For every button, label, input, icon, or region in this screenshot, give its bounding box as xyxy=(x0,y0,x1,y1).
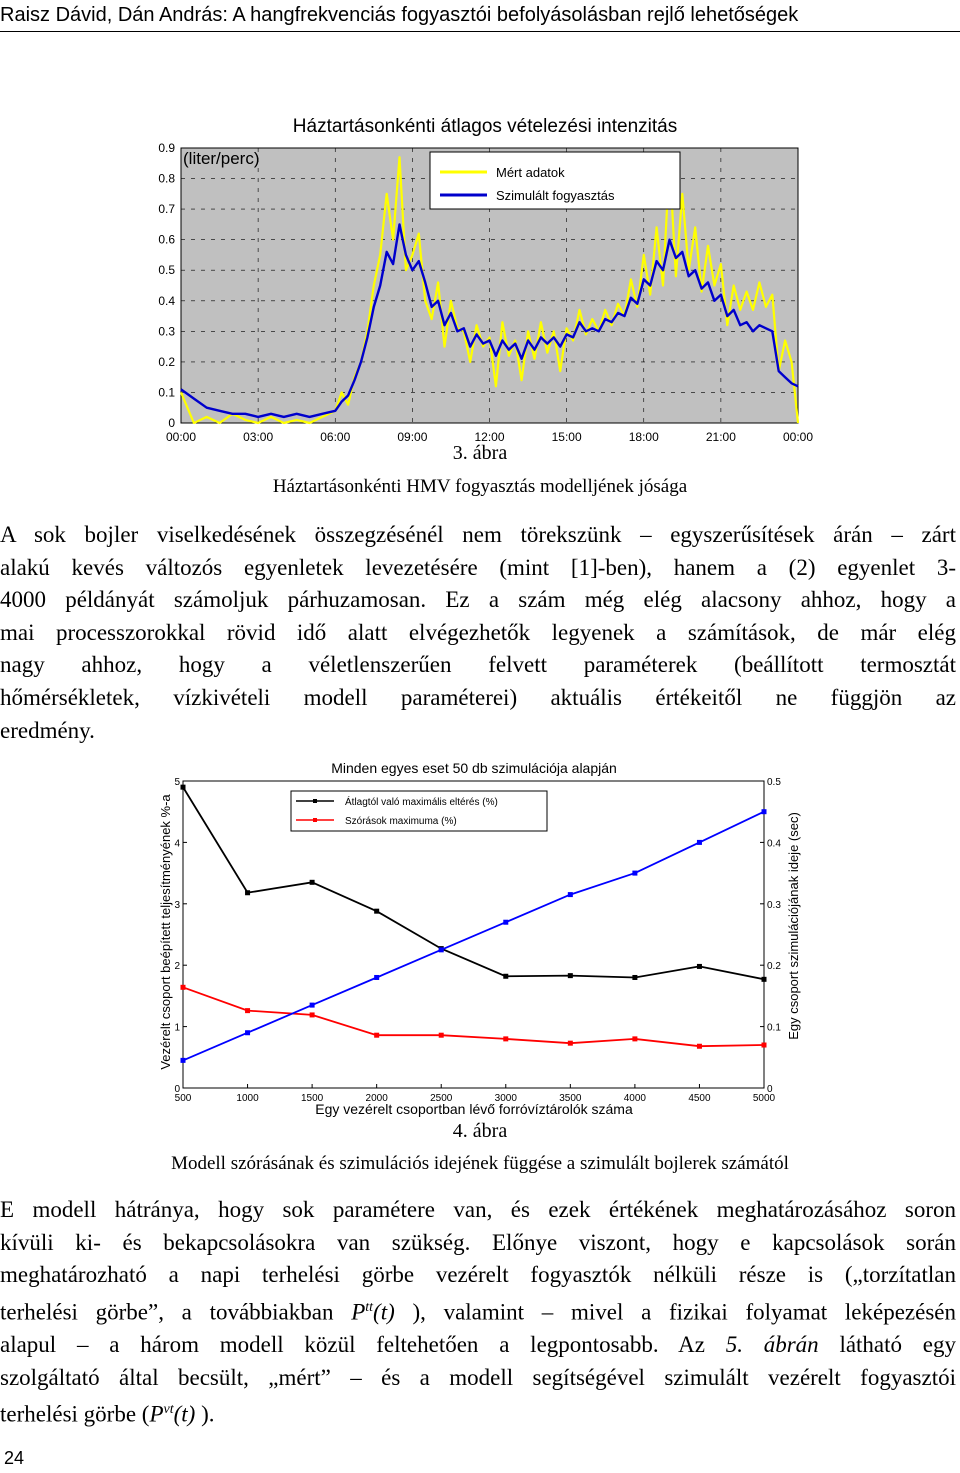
fig4-data-point xyxy=(568,1041,573,1046)
figure4-number: 4. ábra xyxy=(452,1120,508,1142)
fig4-data-point xyxy=(374,909,379,914)
fig4-y-left-tick-label: 0 xyxy=(174,1084,180,1095)
fig3-y-tick-label: 0.8 xyxy=(158,171,175,186)
fig4-data-point xyxy=(310,1012,315,1017)
fig4-y-left-tick-label: 3 xyxy=(174,899,180,911)
fig4-data-point xyxy=(697,964,702,969)
fig4-data-point xyxy=(632,975,637,980)
fig3-x-tick-label: 15:00 xyxy=(551,430,582,444)
fig3-unit-label: (liter/perc) xyxy=(183,149,260,168)
fig4-x-tick-label: 3000 xyxy=(494,1093,517,1104)
fig4-y-left-tick-label: 1 xyxy=(174,1022,180,1034)
para2-line xyxy=(0,1394,956,1431)
fig4-x-tick-label: 2500 xyxy=(430,1093,453,1104)
fig4-y-right-tick-label: 0.2 xyxy=(767,961,781,973)
para2-text: terhelési görbe”, a továbbiakban xyxy=(0,1299,352,1325)
figure3-number: 3. ábra xyxy=(452,442,508,464)
fig4-x-tick-label: 1500 xyxy=(300,1093,324,1104)
figure3-caption: Háztartásonkénti HMV fogyasztás modelljének jósága xyxy=(272,476,688,497)
fig4-data-point xyxy=(762,1043,767,1048)
figure-reference: 5. ábrán xyxy=(725,1332,819,1358)
fig4-data-point xyxy=(697,1044,702,1049)
para2-line xyxy=(0,1292,956,1329)
fig4-data-point xyxy=(503,974,508,979)
symbol-superscript-tt: tt xyxy=(365,1299,374,1315)
fig3-y-tick-label: 0.5 xyxy=(158,263,175,278)
fig3-x-tick-label: 06:00 xyxy=(320,430,351,444)
paragraph-2 xyxy=(0,1194,956,1431)
fig4-x-tick-label: 4000 xyxy=(623,1093,647,1104)
fig4-data-point xyxy=(245,890,250,895)
fig3-legend-label-measured: Mért adatok xyxy=(496,165,565,180)
para2-text: szolgáltató által becsült, „mért” – és a modell segítségével szimulált vezérelt fogyasztói xyxy=(0,1364,956,1390)
fig3-title: Háztartásonkénti átlagos vételezési intenzitás xyxy=(292,116,678,137)
fig4-data-point xyxy=(503,1036,508,1041)
fig3-x-tick-label: 09:00 xyxy=(397,430,428,444)
fig4-data-point xyxy=(697,840,702,845)
fig4-data-point xyxy=(632,1036,637,1041)
fig4-x-tick-label: 1000 xyxy=(236,1093,259,1104)
fig4-data-point xyxy=(181,1058,186,1063)
fig4-y-right-tick-label: 0.3 xyxy=(767,899,781,911)
fig4-data-point xyxy=(181,985,186,990)
fig4-data-point xyxy=(762,977,767,982)
fig4-x-tick-label: 3500 xyxy=(559,1093,582,1104)
fig4-data-point xyxy=(439,947,444,952)
para1-line: A sok bojler viselkedésének összegzésénél nem törekszünk – egyszerűsítések árán – zárt xyxy=(0,522,956,547)
fig4-legend-label-red: Szórások maximuma (%) xyxy=(345,816,457,827)
fig4-data-point xyxy=(310,1003,315,1008)
fig4-data-point xyxy=(181,785,186,790)
fig4-x-tick-label: 2000 xyxy=(365,1093,388,1104)
para1-line: 4000 példányát számoljuk párhuzamosan. Ez a szám még elég alacsony ahhoz, hogy a xyxy=(0,587,956,613)
fig4-y-left-tick-label: 5 xyxy=(174,777,180,788)
fig4-legend-marker-red xyxy=(313,818,317,822)
symbol-P: P xyxy=(149,1401,164,1427)
fig4-x-tick-label: 4500 xyxy=(688,1093,711,1104)
fig3-x-tick-label: 00:00 xyxy=(782,430,814,444)
fig4-x-tick-label: 5000 xyxy=(752,1093,776,1104)
fig3-y-tick-label: 0.7 xyxy=(158,202,175,217)
fig4-data-point xyxy=(310,880,315,885)
symbol-P: P xyxy=(351,1299,366,1325)
fig3-x-tick-label: 03:00 xyxy=(243,430,274,444)
para2-line xyxy=(0,1329,956,1362)
fig4-legend-label-black: Átlagtól való maximális eltérés (%) xyxy=(345,797,498,808)
fig4-data-point xyxy=(439,1033,444,1038)
symbol-superscript-vt: vt xyxy=(163,1402,174,1418)
para1-line: alakú kevés változós egyenletek levezetésére (mint [1]-ben), hanem a (2) egyenlet 3- xyxy=(0,554,956,580)
para2-text: ), valamint – mivel a fizikai folyamat leképezésén xyxy=(394,1299,956,1325)
fig3-y-tick-label: 0 xyxy=(168,416,175,430)
fig4-y-right-tick-label: 0.1 xyxy=(767,1022,781,1034)
fig3-y-tick-label: 0.3 xyxy=(158,324,175,339)
fig4-data-point xyxy=(245,1008,250,1013)
para1-line: mai processzorokkal rövid idő alatt elvégezhetők legyenek a számítások, de már elég xyxy=(0,619,956,645)
para2-text: alapul – a három modell közül feltehetően a legpontosabb. Az xyxy=(0,1332,726,1358)
para1-line: hőmérsékletek, vízkivételi modell paraméterei) aktuális értékeitől ne függjön az xyxy=(0,684,956,710)
fig3-y-tick-label: 0.2 xyxy=(158,354,175,369)
fig4-data-point xyxy=(245,1030,250,1035)
fig3-y-tick-label: 0.6 xyxy=(158,232,175,247)
fig4-y-left-tick-label: 4 xyxy=(174,838,180,850)
fig4-y-right-tick-label: 0 xyxy=(767,1084,773,1095)
fig4-ylabel-right: Egy csoport szimulációjának ideje (sec) xyxy=(786,812,801,1040)
fig4-y-right-tick-label: 0.4 xyxy=(767,838,781,850)
fig4-data-point xyxy=(762,809,767,814)
para1-line: nagy ahhoz, hogy a véletlenszerűen felvett paraméterek (beállított termosztát xyxy=(0,652,956,678)
fig3-x-tick-label: 18:00 xyxy=(628,430,659,444)
fig4-legend-marker-black xyxy=(313,799,317,803)
para2-text: meghatározható a napi terhelési görbe vezérelt fogyasztók nélküli része is („torzítatlan xyxy=(0,1262,956,1288)
symbol-argument-t: (t) xyxy=(173,1401,196,1427)
fig4-data-point xyxy=(568,973,573,978)
fig3-legend xyxy=(430,152,680,209)
para2-line xyxy=(0,1194,956,1227)
fig4-y-right-tick-label: 0.5 xyxy=(767,777,781,788)
para2-text: kívüli ki- és bekapcsolásokra van szükség. Előnye viszont, hogy e kapcsolások során xyxy=(0,1229,956,1255)
symbol-argument-t: (t) xyxy=(373,1299,395,1325)
para2-line xyxy=(0,1227,956,1260)
figure4-chart xyxy=(0,752,960,1122)
para2-text: ). xyxy=(195,1401,215,1427)
fig3-x-tick-label: 00:00 xyxy=(165,430,197,444)
para1-line: eredmény. xyxy=(0,717,95,743)
fig3-y-tick-label: 0.1 xyxy=(158,385,175,400)
figure4-caption: Modell szórásának és szimulációs idejének függése a szimulált bojlerek számától xyxy=(171,1153,789,1174)
header-rule xyxy=(0,31,960,32)
fig4-data-point xyxy=(374,1033,379,1038)
para2-text: látható egy xyxy=(818,1332,957,1358)
fig3-x-tick-label: 21:00 xyxy=(705,430,736,444)
fig3-y-tick-label: 0.9 xyxy=(158,141,175,155)
para2-text: E modell hátránya, hogy sok paramétere van, és ezek értékének meghatározásához soron xyxy=(0,1197,956,1222)
fig3-x-tick-label: 12:00 xyxy=(474,430,505,444)
fig4-data-point xyxy=(374,975,379,980)
fig4-data-point xyxy=(632,871,637,876)
fig4-ylabel-left: Vezérelt csoport beépített teljesítményének %-a xyxy=(158,794,173,1070)
para2-text: terhelési görbe ( xyxy=(0,1401,150,1427)
fig4-title: Minden egyes eset 50 db szimulációja alapján xyxy=(331,760,617,776)
para2-line xyxy=(0,1362,956,1395)
fig3-legend-label-simulated: Szimulált fogyasztás xyxy=(496,188,615,203)
paragraph-1 xyxy=(0,519,956,747)
page-number: 24 xyxy=(4,1448,25,1468)
fig4-x-tick-label: 500 xyxy=(174,1093,192,1104)
running-header: Raisz Dávid, Dán András: A hangfrekvenciás fogyasztói befolyásolásban rejlő lehetőségek xyxy=(0,4,799,26)
fig4-data-point xyxy=(568,892,573,897)
fig4-xlabel: Egy vezérelt csoportban lévő forróvíztárolók száma xyxy=(315,1101,633,1117)
fig3-y-tick-label: 0.4 xyxy=(158,293,175,308)
fig4-data-point xyxy=(503,920,508,925)
fig4-legend xyxy=(291,791,547,831)
fig4-y-left-tick-label: 2 xyxy=(174,961,180,973)
para2-line xyxy=(0,1259,956,1292)
